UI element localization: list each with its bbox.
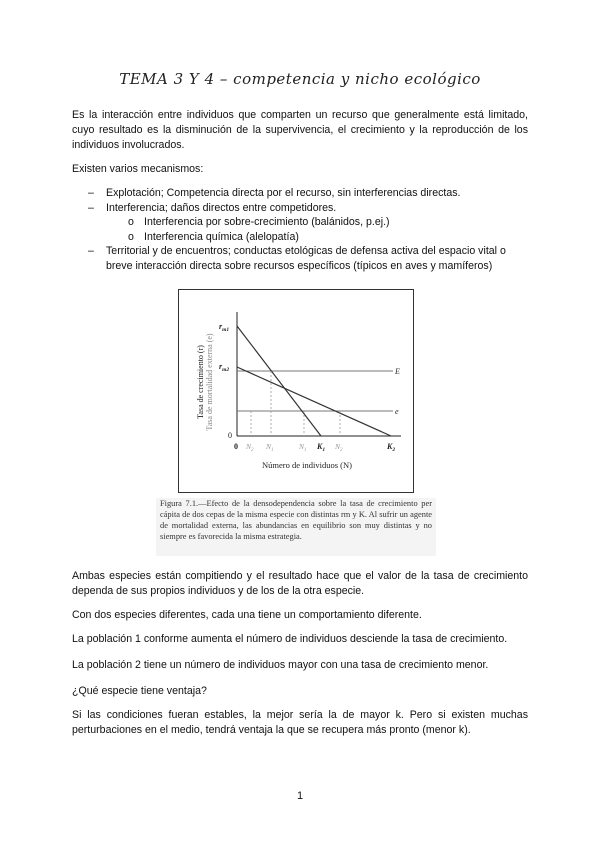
- paragraph-competition: Ambas especies están compitiendo y el resultado hace que el valor de la tasa de crecimiento dependa de sus propios individuos y de los de la otra especie.: [72, 570, 528, 597]
- paragraph-population-1: La población 1 conforme aumenta el número de individuos desciende la tasa de crecimiento.: [72, 633, 508, 645]
- tick-rm2: $r_{m2}$: [219, 362, 230, 373]
- tick-K2: $K_2$: [387, 442, 396, 453]
- mechanisms-list: [72, 186, 528, 273]
- mechanisms-heading: Existen varios mecanismos:: [72, 163, 204, 175]
- sub-list-item: o Interferencia química (alelopatía): [128, 230, 299, 243]
- series-line-1: [237, 326, 321, 436]
- tick-x-zero: 0: [234, 442, 238, 451]
- tick-rm1: $r_{m1}$: [219, 322, 230, 333]
- mechanism-exploitation: Explotación; Competencia directa por el recurso, sin interferencias directas.: [106, 187, 461, 199]
- tick-N2e: $N_2$: [246, 442, 254, 453]
- list-item: – Territorial y de encuentros; conductas etológicas de defensa activa del espacio vital o breve interacción directa sobre recursos específicos (típicos en aves y mamíferos): [88, 245, 506, 272]
- mechanism-interference: Interferencia; daños directos entre competidores.: [106, 201, 337, 214]
- paragraph-population-2: La población 2 tiene un número de individuos mayor con una tasa de crecimiento menor.: [72, 659, 489, 671]
- tick-N2E: $N_2$: [335, 442, 343, 453]
- mechanism-territorial: Territorial y de encuentros; conductas etológicas de defensa activa del espacio vital o breve interacción directa sobre recursos específicos (típicos en aves y mamíferos): [106, 245, 506, 272]
- intro-paragraph: Es la interacción entre individuos que comparten un recurso que generalmente está limitado, cuyo resultado es la disminución de la supervivencia, el crecimiento y la reproducción de los individuos involucrados.: [72, 109, 528, 151]
- tick-y-zero: 0: [228, 431, 232, 440]
- mechanism-overgrowth: Interferencia por sobre-crecimiento (balánidos, p.ej.): [144, 216, 390, 228]
- sub-list-item: o Interferencia por sobre-crecimiento (balánidos, p.ej.): [128, 216, 390, 228]
- chart-svg: [179, 290, 413, 492]
- figure-chart: [178, 289, 414, 493]
- question: ¿Qué especie tiene ventaja?: [72, 685, 207, 697]
- list-item: – Explotación; Competencia directa por el recurso, sin interferencias directas.: [88, 187, 461, 199]
- tick-K1: $K_1$: [317, 442, 326, 453]
- label-e: e: [395, 407, 399, 416]
- series-line-2: [237, 367, 391, 436]
- mechanism-chemical: Interferencia química (alelopatía): [144, 230, 299, 243]
- list-item: – Interferencia; daños directos entre competidores.: [88, 201, 337, 214]
- page-title: TEMA 3 Y 4 – competencia y nicho ecológico: [119, 70, 481, 88]
- figure-caption: Figura 7.1.—Efecto de la densodependencia sobre la tasa de crecimiento per cápita de dos cepas de la misma especie con distintas rm y K. Al sufrir un agente de mortalidad externa, las abundancias en equilibrio son muy distintas y no siempre es favorecida la misma estrategia.: [156, 498, 436, 556]
- label-E: E: [395, 367, 400, 376]
- page-number: 1: [296, 790, 304, 802]
- tick-N1e: $N_1$: [266, 442, 274, 453]
- paragraph-conclusion: Si las condiciones fueran estables, la mejor sería la de mayor k. Pero si existen muchas perturbaciones en el medio, tendrá ventaja la que se recupera más pronto (menor k).: [72, 709, 528, 736]
- y-axis-label: Tasa de crecimiento (r): [196, 345, 205, 419]
- x-axis-label: Número de individuos (N): [262, 460, 352, 470]
- paragraph-two-species: Con dos especies diferentes, cada una tiene un comportamiento diferente.: [72, 609, 422, 621]
- tick-N1E: $N_1$: [299, 442, 307, 453]
- y-axis-label-2: Tasa de mortalidad externa (e): [205, 333, 214, 431]
